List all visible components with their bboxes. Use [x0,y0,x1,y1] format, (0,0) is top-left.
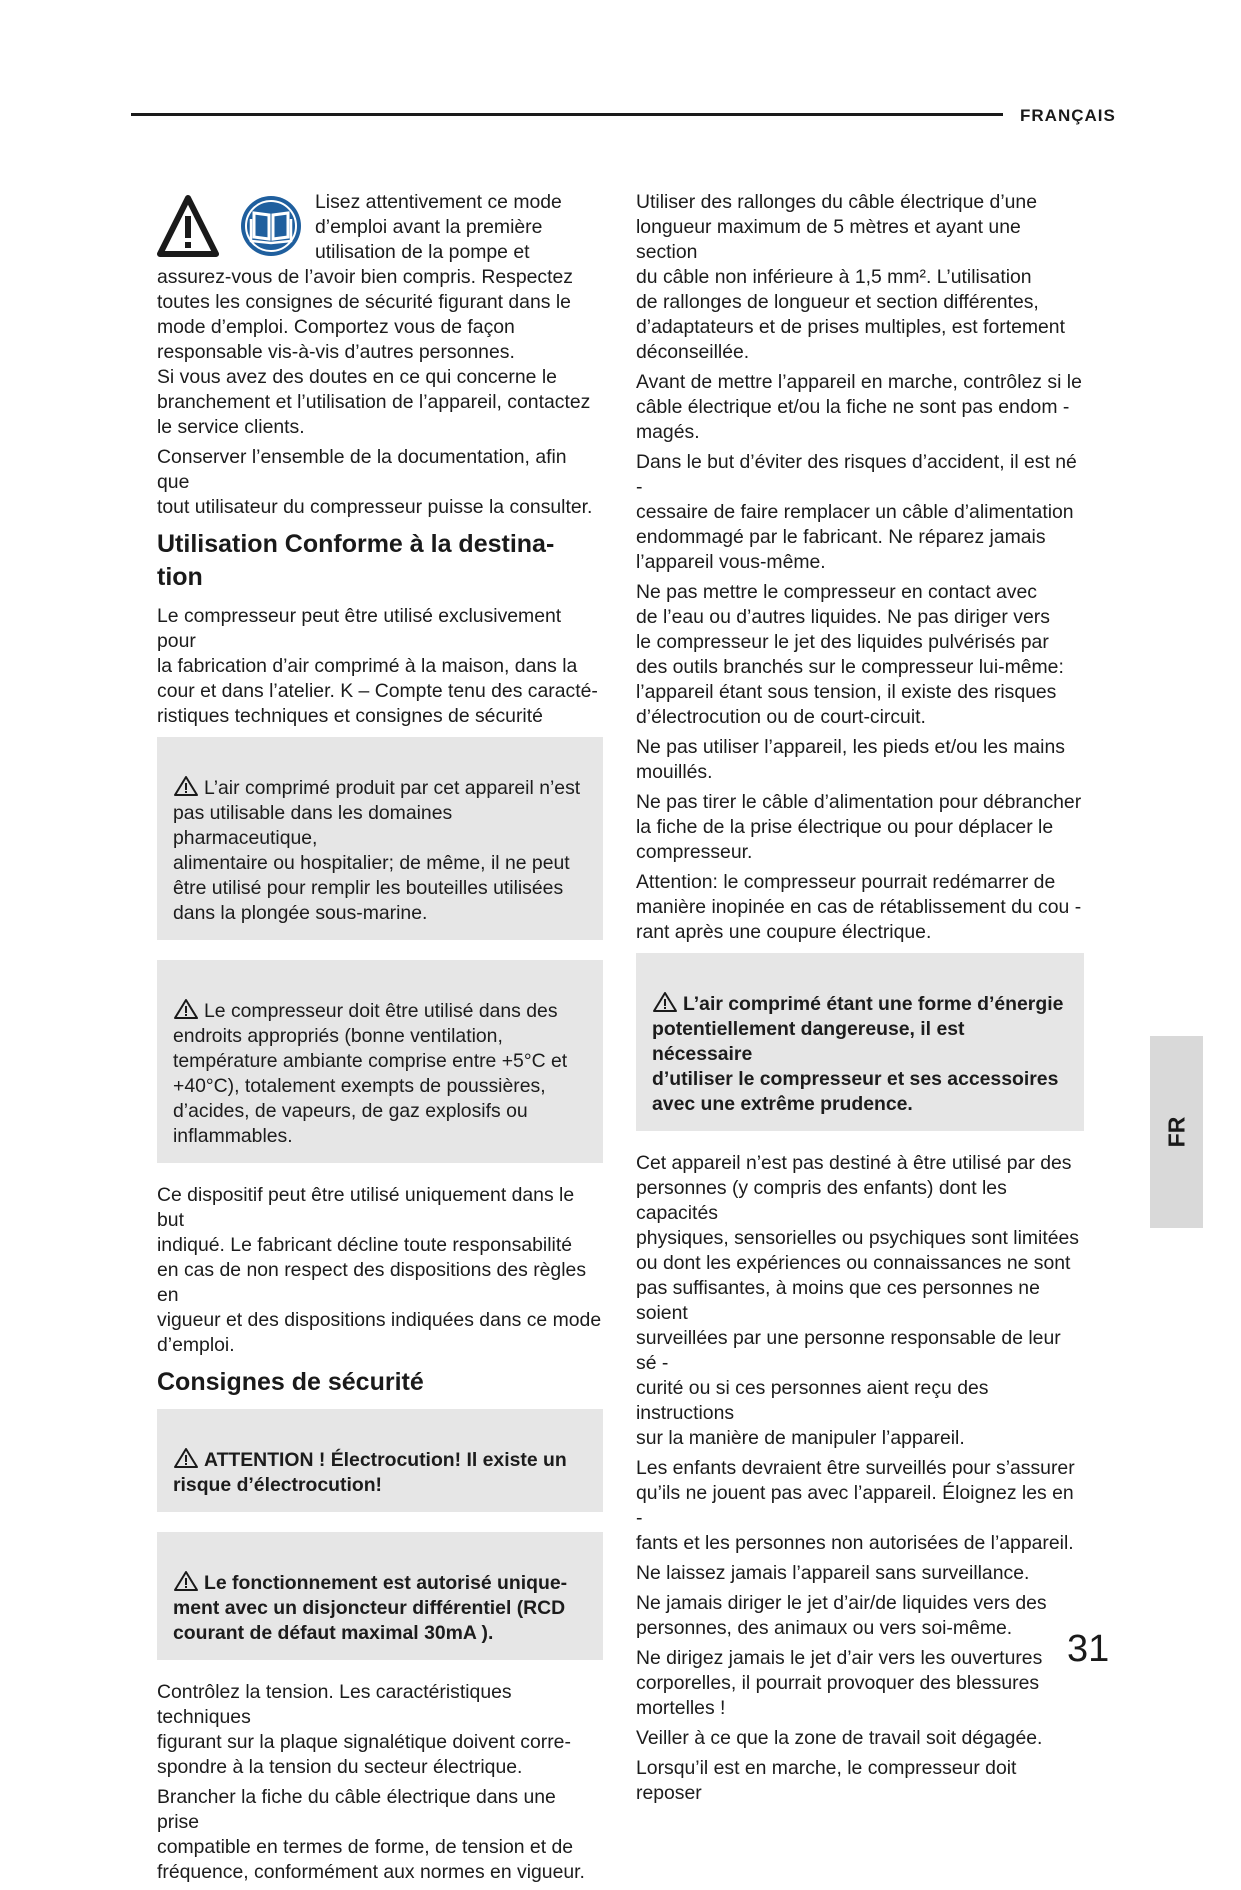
air-usage-warning-box [157,737,603,940]
warning-triangle-icon [160,198,216,254]
rcd-warning-text: Le fonctionnement est autorisé unique- ment avec un disjoncteur différentiel (RCD courant de défaut maximal 30mA ). [173,1572,568,1644]
language-side-tab-label: FR [1163,1116,1189,1148]
persons-capacity-text: Cet appareil n’est pas destiné à être utilisé par des personnes (y compris des enfants) dont les capacités physiques, sensorielles ou psychiques sont limitées ou dont les expériences ou connaissances ne sont pas suffisantes, à moins que ces personnes ne soient surveillées par une personne responsable de leur sé - curité ou si ces personnes aient reçu des instructions sur la manière de manipuler l’appareil. [636,1152,1079,1449]
air-usage-warning-text: L’air comprimé produit par cet appareil n’est pas utilisable dans les domaines pharmaceutique, alimentaire ou hospitalier; de même, il ne peut être utilisé pour remplir les bouteilles utilisées dans la plongée sous-marine. [173,777,581,924]
direct-jet-text: Ne jamais diriger le jet d’air/de liquides vers des personnes, des animaux ou vers soi-même. [636,1592,1047,1639]
warning-triangle-icon [173,1570,199,1592]
location-warning-box [157,960,603,1163]
right-column [636,190,1084,1811]
electrocution-warning-box [157,1409,603,1512]
left-column [157,190,603,1890]
language-label: FRANÇAIS [1020,106,1116,125]
intro-rest-text: assurez-vous de l’avoir bien compris. Respectez toutes les consignes de sécurité figurant dans le mode d’emploi. Comportez vous de façon responsable vis-à-vis d’autres personnes. Si vous avez des doutes en ce qui concerne le branchement et l’utilisation de l’appareil, contactez le service clients. [157,266,591,438]
wet-hands-text: Ne pas utiliser l’appareil, les pieds et/ou les mains mouillés. [636,736,1065,783]
check-cable-text: Avant de mettre l’appareil en marche, contrôlez si le câble électrique et/ou la fiche ne sont pas endom - magés. [636,371,1082,443]
water-contact-text: Ne pas mettre le compresseur en contact avec de l’eau ou d’autres liquides. Ne pas diriger vers le compresseur le jet des liquides pulvérisés par des outils branchés sur le compresseur lui-même: l’appareil étant sous tension, il existe des risques d’électrocution ou de court-circuit. [636,581,1064,728]
unattended-text: Ne laissez jamais l’appareil sans surveillance. [636,1562,1030,1584]
safety-heading: Consignes de sécurité [157,1368,424,1396]
energy-warning-box [636,953,1084,1131]
warning-triangle-icon [652,991,678,1013]
warning-triangle-icon [173,775,199,797]
rcd-warning-box [157,1532,603,1660]
extension-cable-text: Utiliser des rallonges du câble électrique d’une longueur maximum de 5 mètres et ayant une section du câble non inférieure à 1,5 mm². L’utilisation de rallonges de longueur et section différentes, d’adaptateurs et de prises multiples, est fortement déconseillée. [636,191,1065,363]
usage-text: Le compresseur peut être utilisé exclusivement pour la fabrication d’air comprimé à la maison, dans la cour et dans l’atelier. K – Compte tenu des caracté- ristiques techniques et consignes de sécurité [157,605,598,727]
energy-warning-text: L’air comprimé étant une forme d’énergie potentiellement dangereuse, il est nécessaire d’utiliser le compresseur et ses accessoires avec une extrême prudence. [652,993,1064,1115]
warning-triangle-icon [173,1447,199,1469]
language-side-tab [1150,1036,1203,1228]
device-purpose-text: Ce dispositif peut être utilisé uniquement dans le but indiqué. Le fabricant décline toute responsabilité en cas de non respect des dispositions des règles en vigueur et des dispositions indiquées dans ce mode d’emploi. [157,1184,602,1356]
conserve-documentation-text: Conserver l’ensemble de la documentation, afin que tout utilisateur du compresseur puisse la consulter. [157,446,593,518]
usage-heading: Utilisation Conforme à la destina- tion [157,530,555,591]
page-number: 31 [1067,1628,1110,1670]
pull-cable-text: Ne pas tirer le câble d’alimentation pour débrancher la fiche de la prise électrique ou pour déplacer le compresseur. [636,791,1082,863]
restart-warning-text: Attention: le compresseur pourrait redémarrer de manière inopinée en cas de rétablissement du cou - rant après une coupure électrique. [636,871,1082,943]
children-text: Les enfants devraient être surveillés pour s’assurer qu’ils ne jouent pas avec l’appareil. Éloignez les en - fants et les personnes non autorisées de l’appareil. [636,1457,1075,1554]
location-warning-text: Le compresseur doit être utilisé dans des endroits appropriés (bonne ventilation, température ambiante comprise entre +5°C et +40°C), totalement exempts de poussières, d’acides, de vapeurs, de gaz explosifs ou inflammables. [173,1000,568,1147]
electrocution-warning-text: ATTENTION ! Électrocution! Il existe un risque d’électrocution! [173,1449,567,1496]
warning-triangle-icon [173,998,199,1020]
compressor-rest-text: Lorsqu’il est en marche, le compresseur doit reposer [636,1757,1017,1804]
work-zone-text: Veiller à ce que la zone de travail soit dégagée. [636,1727,1043,1749]
intro-icons [157,192,317,262]
read-manual-icon [241,196,301,256]
replace-cable-text: Dans le but d’éviter des risques d’accident, il est né - cessaire de faire remplacer un câble d’alimentation endommagé par le fabricant. Ne réparez jamais l’appareil vous-même. [636,451,1077,573]
body-orifices-text: Ne dirigez jamais le jet d’air vers les ouvertures corporelles, il pourrait provoquer des blessures mortelles ! [636,1647,1043,1719]
header-rule [131,113,1003,116]
intro-block [157,190,603,440]
plug-text: Brancher la fiche du câble électrique dans une prise compatible en termes de forme, de tension et de fréquence, conformément aux normes en vigueur. [157,1786,585,1883]
voltage-text: Contrôlez la tension. Les caractéristiques techniques figurant sur la plaque signalétique doivent corre- spondre à la tension du secteur électrique. [157,1681,571,1778]
intro-lead-text: Lisez attentivement ce mode d’emploi avant la première utilisation de la pompe et [315,191,562,263]
